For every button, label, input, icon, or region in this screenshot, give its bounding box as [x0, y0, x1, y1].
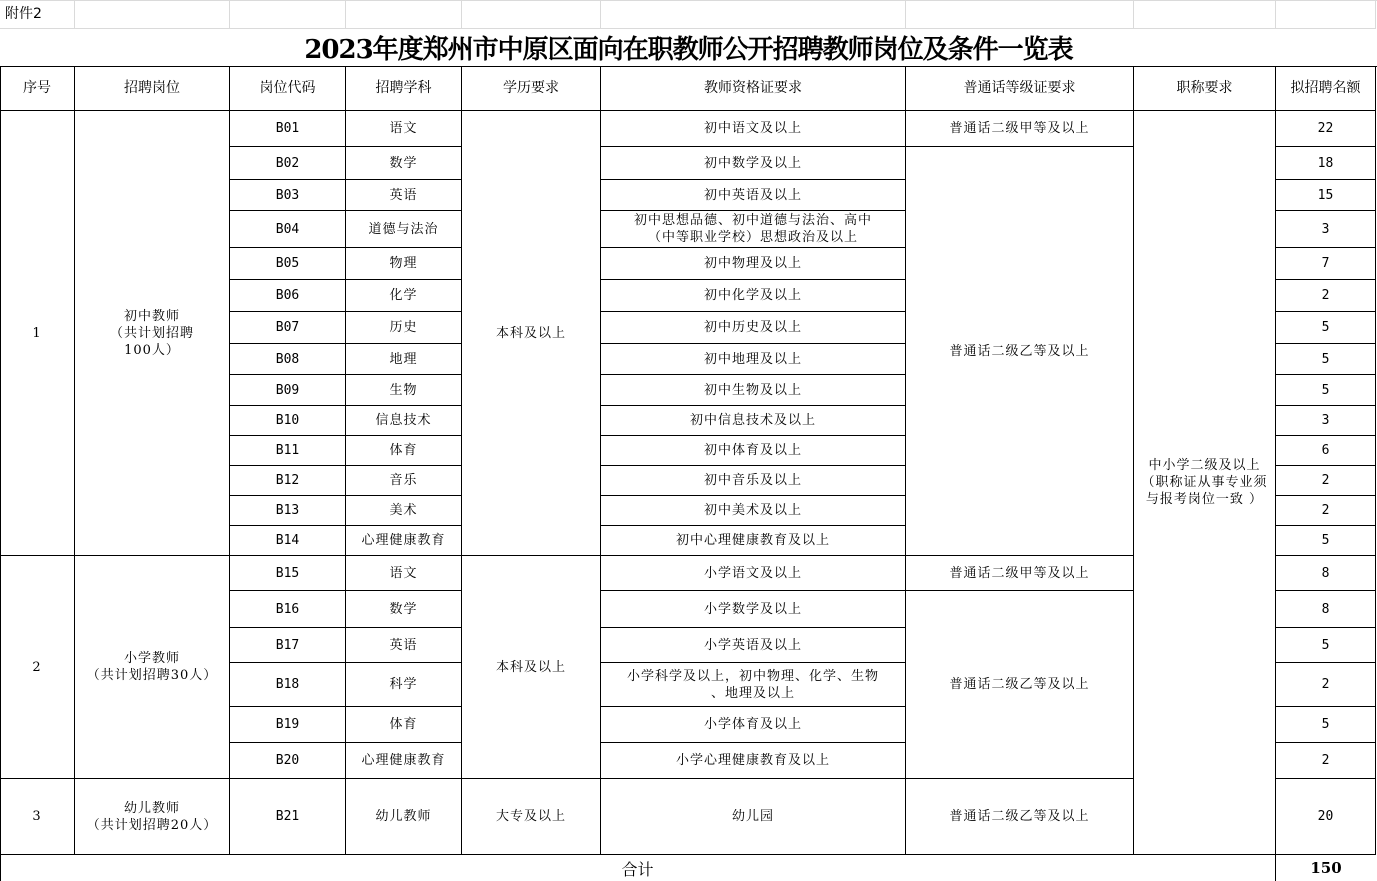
quota: 2: [1276, 663, 1376, 707]
position-code: B07: [230, 312, 346, 344]
header-teacher-cert: 教师资格证要求: [601, 67, 906, 111]
gridline-cell: [75, 0, 230, 29]
group-education: 本科及以上: [462, 111, 601, 556]
teacher-cert-requirement: 小学体育及以上: [601, 707, 906, 743]
subject: 数学: [346, 591, 462, 628]
mandarin-requirement: 普通话二级乙等及以上: [906, 591, 1134, 779]
teacher-cert-requirement: 小学英语及以上: [601, 628, 906, 663]
group-seq: 1: [0, 111, 75, 556]
position-code: B06: [230, 280, 346, 312]
title-requirement: 中小学二级及以上 （职称证从事专业须 与报考岗位一致 ）: [1134, 111, 1276, 855]
quota: 5: [1276, 707, 1376, 743]
teacher-cert-requirement: 初中信息技术及以上: [601, 406, 906, 436]
position-code: B20: [230, 743, 346, 779]
group-seq: 2: [0, 556, 75, 779]
position-code: B11: [230, 436, 346, 466]
subject: 信息技术: [346, 406, 462, 436]
quota: 2: [1276, 466, 1376, 496]
subject: 历史: [346, 312, 462, 344]
gridline-cell: [1134, 0, 1276, 29]
quota: 2: [1276, 280, 1376, 312]
position-code: B08: [230, 344, 346, 375]
quota: 20: [1276, 779, 1376, 855]
gridline-cell: [346, 0, 462, 29]
quota: 5: [1276, 312, 1376, 344]
position-code: B21: [230, 779, 346, 855]
position-code: B19: [230, 707, 346, 743]
subject: 心理健康教育: [346, 526, 462, 556]
teacher-cert-requirement: 小学心理健康教育及以上: [601, 743, 906, 779]
teacher-cert-requirement: 初中化学及以上: [601, 280, 906, 312]
position-code: B14: [230, 526, 346, 556]
gridline-cell: [230, 0, 346, 29]
quota: 5: [1276, 526, 1376, 556]
subject: 美术: [346, 496, 462, 526]
quota: 22: [1276, 111, 1376, 147]
quota: 3: [1276, 211, 1376, 248]
subject: 体育: [346, 436, 462, 466]
quota: 3: [1276, 406, 1376, 436]
group-education: 大专及以上: [462, 779, 601, 855]
quota: 5: [1276, 344, 1376, 375]
subject: 语文: [346, 111, 462, 147]
table-title: 2023年度郑州市中原区面向在职教师公开招聘教师岗位及条件一览表: [0, 29, 1377, 67]
position-code: B17: [230, 628, 346, 663]
quota: 2: [1276, 743, 1376, 779]
position-code: B12: [230, 466, 346, 496]
group-position: 小学教师 （共计划招聘30人）: [75, 556, 230, 779]
teacher-cert-requirement: 初中地理及以上: [601, 344, 906, 375]
subject: 物理: [346, 248, 462, 280]
teacher-cert-requirement: 初中音乐及以上: [601, 466, 906, 496]
quota: 8: [1276, 556, 1376, 591]
subject: 生物: [346, 375, 462, 406]
position-code: B16: [230, 591, 346, 628]
quota: 2: [1276, 496, 1376, 526]
subject: 数学: [346, 147, 462, 180]
attachment-label: 附件2: [5, 6, 42, 22]
position-code: B04: [230, 211, 346, 248]
subject: 语文: [346, 556, 462, 591]
mandarin-requirement: 普通话二级甲等及以上: [906, 556, 1134, 591]
quota: 5: [1276, 628, 1376, 663]
header-education: 学历要求: [462, 67, 601, 111]
subject: 道德与法治: [346, 211, 462, 248]
teacher-cert-requirement: 初中思想品德、初中道德与法治、高中 （中等职业学校）思想政治及以上: [601, 211, 906, 248]
position-code: B09: [230, 375, 346, 406]
teacher-cert-requirement: 初中生物及以上: [601, 375, 906, 406]
mandarin-requirement: 普通话二级乙等及以上: [906, 779, 1134, 855]
position-code: B03: [230, 180, 346, 211]
group-seq: 3: [0, 779, 75, 855]
teacher-cert-requirement: 初中历史及以上: [601, 312, 906, 344]
header-position: 招聘岗位: [75, 67, 230, 111]
group-position: 幼儿教师 （共计划招聘20人）: [75, 779, 230, 855]
position-code: B05: [230, 248, 346, 280]
mandarin-requirement: 普通话二级乙等及以上: [906, 147, 1134, 556]
position-code: B18: [230, 663, 346, 707]
teacher-cert-requirement: 初中美术及以上: [601, 496, 906, 526]
header-code: 岗位代码: [230, 67, 346, 111]
gridline-cell: [601, 0, 906, 29]
subject: 体育: [346, 707, 462, 743]
sheet-top-border: [0, 0, 1377, 1]
quota: 8: [1276, 591, 1376, 628]
header-subject: 招聘学科: [346, 67, 462, 111]
gridline-cell: [1276, 0, 1376, 29]
subject: 音乐: [346, 466, 462, 496]
teacher-cert-requirement: 初中体育及以上: [601, 436, 906, 466]
teacher-cert-requirement: 幼儿园: [601, 779, 906, 855]
gridline-cell: [906, 0, 1134, 29]
group-position: 初中教师 （共计划招聘 100人）: [75, 111, 230, 556]
teacher-cert-requirement: 小学科学及以上，初中物理、化学、生物 、地理及以上: [601, 663, 906, 707]
quota: 7: [1276, 248, 1376, 280]
header-mandarin: 普通话等级证要求: [906, 67, 1134, 111]
subject: 科学: [346, 663, 462, 707]
subject: 英语: [346, 628, 462, 663]
position-code: B02: [230, 147, 346, 180]
subject: 地理: [346, 344, 462, 375]
header-title-req: 职称要求: [1134, 67, 1276, 111]
quota: 18: [1276, 147, 1376, 180]
teacher-cert-requirement: 初中语文及以上: [601, 111, 906, 147]
subject: 心理健康教育: [346, 743, 462, 779]
total-value: 150: [1310, 859, 1342, 877]
position-code: B10: [230, 406, 346, 436]
header-seq: 序号: [0, 67, 75, 111]
teacher-cert-requirement: 小学数学及以上: [601, 591, 906, 628]
subject: 化学: [346, 280, 462, 312]
mandarin-requirement: 普通话二级甲等及以上: [906, 111, 1134, 147]
position-code: B15: [230, 556, 346, 591]
teacher-cert-requirement: 初中心理健康教育及以上: [601, 526, 906, 556]
subject: 英语: [346, 180, 462, 211]
group-education: 本科及以上: [462, 556, 601, 779]
position-code: B01: [230, 111, 346, 147]
gridline-cell: [462, 0, 601, 29]
quota: 5: [1276, 375, 1376, 406]
teacher-cert-requirement: 小学语文及以上: [601, 556, 906, 591]
total-label: 合计: [0, 855, 1276, 881]
teacher-cert-requirement: 初中英语及以上: [601, 180, 906, 211]
teacher-cert-requirement: 初中数学及以上: [601, 147, 906, 180]
header-quota: 拟招聘名额: [1276, 67, 1376, 111]
subject: 幼儿教师: [346, 779, 462, 855]
quota: 6: [1276, 436, 1376, 466]
position-code: B13: [230, 496, 346, 526]
teacher-cert-requirement: 初中物理及以上: [601, 248, 906, 280]
quota: 15: [1276, 180, 1376, 211]
